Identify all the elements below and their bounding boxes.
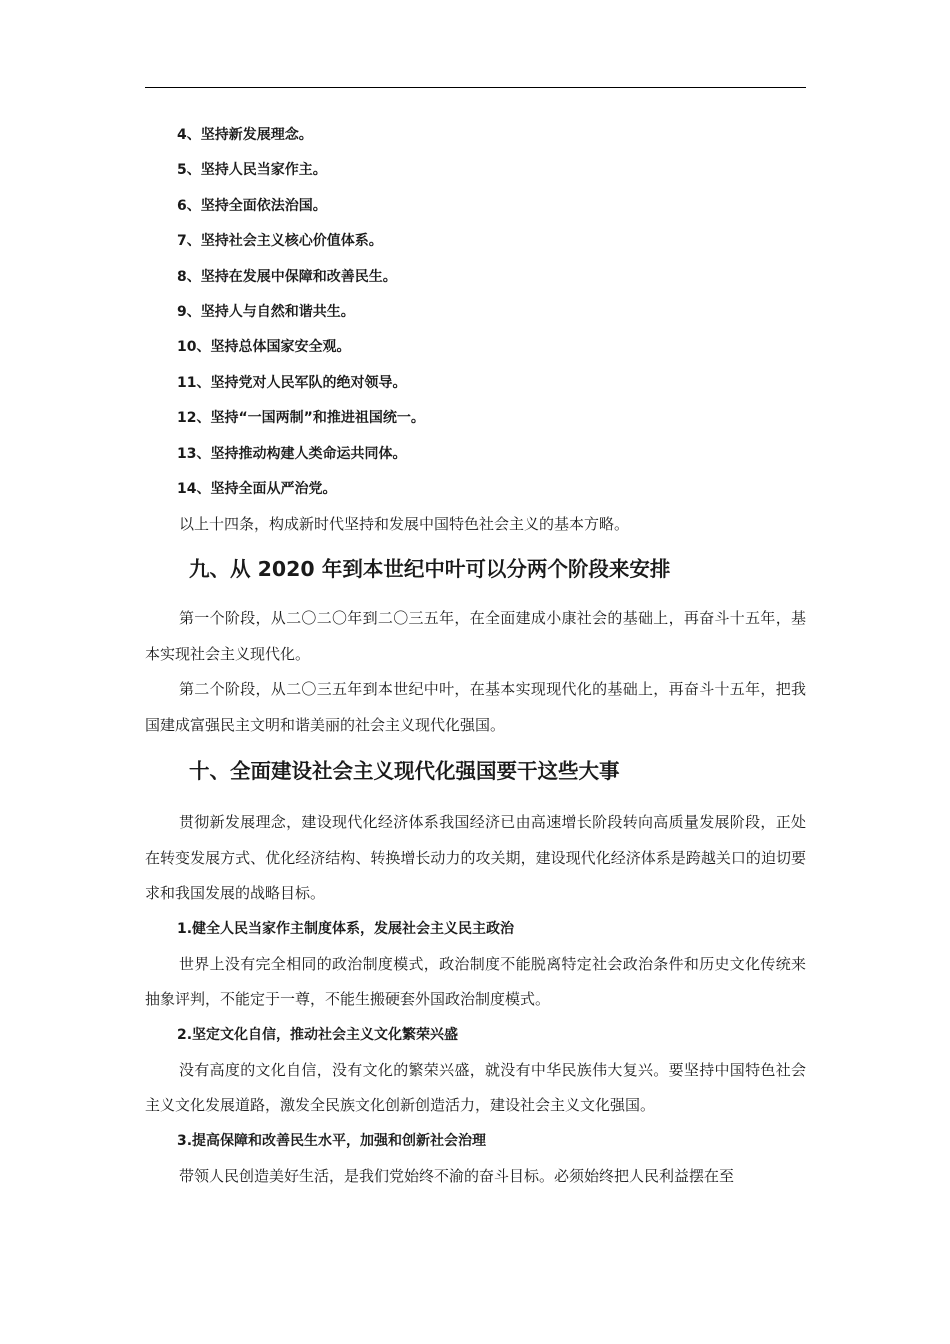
list-item: 7、坚持社会主义核心价值体系。: [177, 233, 383, 250]
section-10-item-3-text: 带领人民创造美好生活，是我们党始终不渝的奋斗目标。必须始终把人民利益摆在至: [179, 1166, 735, 1185]
list-item: 13、坚持推动构建人类命运共同体。: [177, 445, 407, 462]
list-item: 5、坚持人民当家作主。: [177, 162, 327, 179]
list-item: 11、坚持党对人民军队的绝对领导。: [177, 374, 407, 391]
list-item: 9、坚持人与自然和谐共生。: [177, 303, 355, 320]
header-rule: [145, 87, 806, 88]
section-9-heading: 九、从 2020 年到本世纪中叶可以分两个阶段来安排: [189, 557, 671, 582]
section-10-item-2-text: 没有高度的文化自信，没有文化的繁荣兴盛，就没有中华民族伟大复兴。要坚持中国特色社会主义文化发展道路，激发全民族文化创新创造活力，建设社会主义文化强国。: [145, 1060, 806, 1115]
section-10-item-1-text: 世界上没有完全相同的政治制度模式，政治制度不能脱离特定社会政治条件和历史文化传统来抽象评判，不能定于一尊，不能生搬硬套外国政治制度模式。: [145, 954, 806, 1009]
list-item: 4、坚持新发展理念。: [177, 127, 313, 143]
section-9-paragraph-1: 第一个阶段，从二〇二〇年到二〇三五年，在全面建成小康社会的基础上，再奋斗十五年，基本实现社会主义现代化。: [145, 609, 806, 663]
section-10-item-3-title: 3.提高保障和改善民生水平，加强和创新社会治理: [177, 1132, 487, 1149]
list-item: 10、坚持总体国家安全观。: [177, 339, 351, 356]
section-10-item-1-title: 1.健全人民当家作主制度体系，发展社会主义民主政治: [177, 920, 515, 937]
list-item: 12、坚持“一国两制”和推进祖国统一。: [177, 410, 425, 427]
list-item: 8、坚持在发展中保障和改善民生。: [177, 268, 397, 285]
section-9-paragraph-2: 第二个阶段，从二〇三五年到本世纪中叶，在基本实现现代化的基础上，再奋斗十五年，把我国建成富强民主文明和谐美丽的社会主义现代化强国。: [145, 680, 806, 734]
list-item: 14、坚持全面从严治党。: [177, 480, 337, 497]
document-body: [145, 118, 806, 1194]
summary-paragraph: 以上十四条，构成新时代坚持和发展中国特色社会主义的基本方略。: [179, 515, 630, 534]
section-10-intro: 贯彻新发展理念，建设现代化经济体系我国经济已由高速增长阶段转向高质量发展阶段，正处在转变发展方式、优化经济结构、转换增长动力的攻关期，建设现代化经济体系是跨越关口的迫切要求和我国发展的战略目标。: [145, 813, 806, 903]
section-10-item-2-title: 2.坚定文化自信，推动社会主义文化繁荣兴盛: [177, 1026, 459, 1043]
list-item: 6、坚持全面依法治国。: [177, 197, 327, 214]
section-10-heading: 十、全面建设社会主义现代化强国要干这些大事: [189, 759, 620, 784]
